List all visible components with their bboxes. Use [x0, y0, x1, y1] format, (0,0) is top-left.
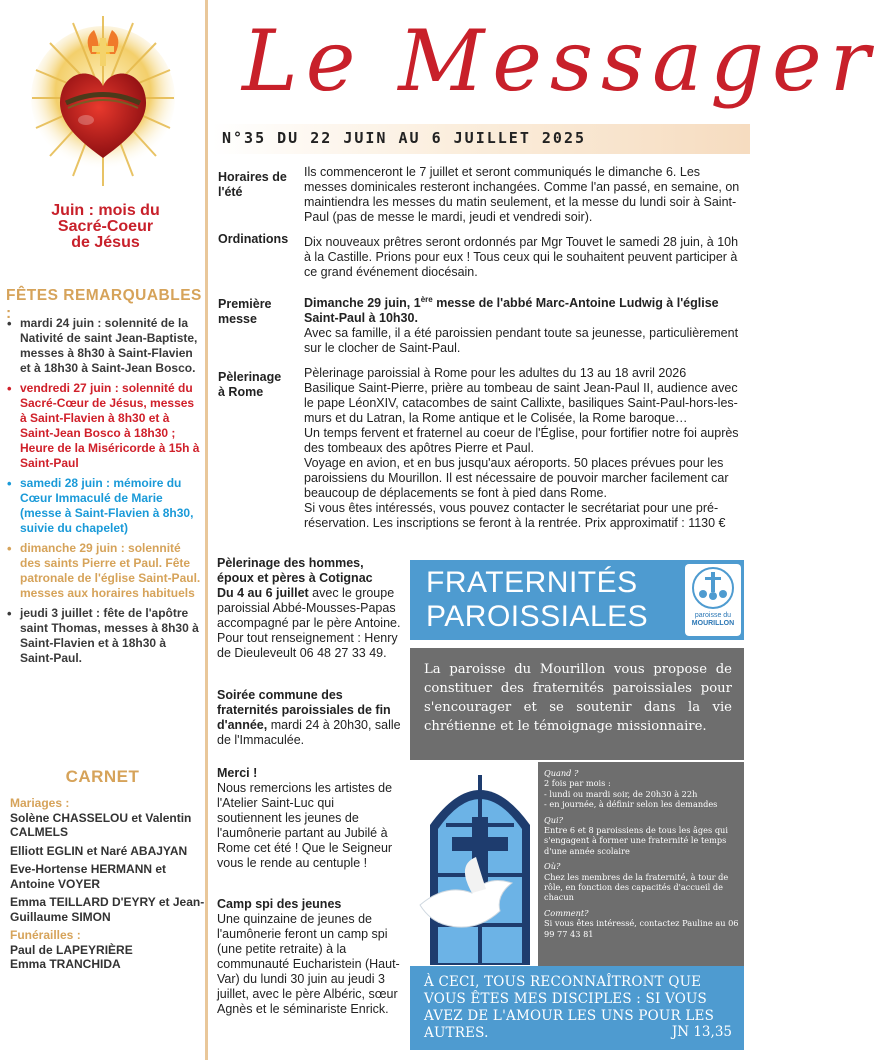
fete-item-3-juillet: • jeudi 3 juillet : fête de l'apôtre saint Thomas, messes à 8h30 à Saint-Flavien et à 18h30 à Saint-Paul. [4, 606, 202, 666]
carnet-list [10, 796, 205, 972]
issue-number: N°35 DU 22 JUIN AU 6 JUILLET 2025 [222, 129, 587, 147]
mariage-entry: Elliott EGLIN et Naré ABAJYAN [10, 843, 188, 858]
merci-block [217, 766, 402, 871]
qa-answer: - lundi ou mardi soir, de 20h30 à 22h [544, 788, 698, 799]
qa-question: Qui? [544, 814, 563, 825]
fraternites-intro: La paroisse du Mourillon vous propose de constituer des fraternités paroissiales pour s'encourager et se soutenir dans la vie chrétienne et le témoignage missionnaire. [424, 662, 732, 734]
paroisse-logo-icon [685, 564, 741, 612]
premiere-messe-label: Première messe [218, 297, 272, 326]
sacred-heart-image [28, 8, 178, 193]
mariage-entry: Solène CHASSELOU et Valentin CALMELS [10, 810, 192, 839]
merci-title: Merci ! [217, 766, 258, 780]
fete-item-24-juin: • mardi 24 juin : solennité de la Nativité de saint Jean-Baptiste, messes à 8h30 à Saint-Flavien et à 18h30 à Saint-Jean Bosco. [4, 316, 202, 376]
fraternites-title: FRATERNITÉS PAROISSIALES [426, 566, 649, 633]
premiere-messe-body [304, 292, 744, 356]
cotignac-block [217, 556, 402, 661]
issue-bar [212, 124, 750, 154]
pelerinage-paragraph: Voyage en avion, et en bus jusqu'aux aéroports. 50 places prévues pour les paroissiens du Mourillon. Il est nécessaire de pouvoir marcher facilement car beaucoup de déplacements se font à pied dans Rome. [304, 456, 729, 500]
column-divider [205, 0, 208, 1060]
cotignac-text: Du 4 au 6 juillet avec le groupe paroissial Abbé-Mousses-Papas accompagné par le père Antoine. Pour tout renseignement : Henry de Dieuleveult 06 48 27 33 49. [217, 586, 401, 660]
qa-question: Quand ? [544, 768, 579, 778]
fete-item-29-juin: • dimanche 29 juin : solennité des saints Pierre et Paul. Fête patronale de l'église Saint-Paul. messes aux horaires habituels [4, 541, 202, 601]
camp-text: Une quinzaine de jeunes de l'aumônerie feront un camp spi (une petite retraite) à la communauté Eucharistein (Haut-Var) du lundi 30 juin au jeudi 3 juillet, avec le père Albéric, sœur Agnès et le séminariste Enrick. [217, 912, 400, 1016]
soiree-block [217, 688, 402, 748]
month-title: Juin : mois du Sacré-Coeur de Jésus [51, 202, 160, 251]
masthead [212, 2, 878, 122]
pelerinage-paragraph: Si vous êtes intéressés, vous pouvez contacter le secrétariat pour une pré-réservation. Les inscriptions se feront à la rentrée. Prix approximatif : 1130 € [304, 501, 726, 530]
cotignac-title: Pèlerinage des hommes, époux et pères à Cotignac [217, 556, 373, 585]
fraternites-banner [410, 560, 744, 640]
qa-answer: - en journée, à définir selon les demandes [544, 799, 718, 810]
pelerinage-rome-label: Pèlerinage à Rome [218, 370, 282, 399]
mariage-entry: Eve-Hortense HERMANN et Antoine VOYER [10, 862, 167, 891]
fraternites-intro-box [410, 648, 744, 760]
horaires-label: Horaires de l'été [218, 170, 287, 199]
funeraille-entry: Emma TRANCHIDA [10, 957, 121, 971]
ordinations-label: Ordinations [218, 232, 289, 246]
merci-text: Nous remercions les artistes de l'Atelier Saint-Luc qui soutiennent les jeunes de l'aumônerie partant au Jubilé à Rome cet été ! Que le Seigneur vous le rende au centuple ! [217, 781, 393, 870]
fetes-list [4, 316, 202, 671]
qa-answer: Chez les membres de la fraternité, à tour de rôle, en fonction des capacités d'accueil de chacun [544, 871, 729, 903]
mariages-label: Mariages : [10, 796, 70, 810]
qa-answer: 2 fois par mois : [544, 778, 611, 789]
stained-glass-dove-icon [416, 765, 544, 965]
qa-answer: Si vous êtes intéressé, contactez Pauline au 06 99 77 43 81 [544, 918, 739, 939]
fraternites-qa [538, 762, 744, 966]
qa-question: Où? [544, 861, 561, 872]
qa-question: Comment? [544, 907, 589, 918]
fete-item-28-juin: • samedi 28 juin : mémoire du Cœur Immaculé de Marie (messe à Saint-Flavien à 8h30, suivie du chapelet) [4, 476, 202, 536]
carnet-heading: CARNET [65, 767, 140, 786]
masthead-title: Le Messager [242, 12, 878, 110]
fetes-heading: FÊTES REMARQUABLES : [6, 287, 202, 322]
paroisse-logo [685, 564, 741, 636]
horaires-text: Ils commenceront le 7 juillet et seront communiqués le dimanche 6. Les messes dominicales resteront inchangées. Comme l'an passé, en semaine, on maintiendra les messes du matin seulement, et la messe du lundi soir à Saint-Paul (pas de messe le mardi, jeudi et vendredi soir). [304, 165, 740, 224]
qa-answer: Entre 6 et 8 paroissiens de tous les âges qui s'engagent à former une fraternité le temps d'une année scolaire [544, 825, 728, 856]
premiere-messe-text: Avec sa famille, il a été paroissien pendant toute sa jeunesse, particulièrement sur le clocher de Saint-Paul. [304, 326, 739, 356]
pelerinage-paragraph: Un temps fervent et fraternel au coeur de l'Église, pour fortifier notre foi auprès des tombeaux des apôtres Pierre et Paul. [304, 426, 739, 455]
funerailles-label: Funérailles : [10, 928, 81, 942]
funeraille-entry: Paul de LAPEYRIÈRE [10, 942, 133, 957]
scripture-quote-box [410, 966, 744, 1050]
mariage-entry: Emma TEILLARD D'EYRY et Jean-Guillaume SIMON [10, 895, 205, 924]
camp-block [217, 897, 402, 1017]
left-sidebar [0, 0, 205, 1060]
fete-item-27-juin: • vendredi 27 juin : solennité du Sacré-Cœur de Jésus, messes à Saint-Flavien à 8h30 et à Saint-Jean Bosco à 18h30 ; Heure de la Miséricorde à 15h à Saint-Paul [4, 381, 202, 471]
scripture-quote: À CECI, TOUS RECONNAÎTRONT QUE VOUS ÊTES MES DISCIPLES : SI VOUS AVEZ DE L'AMOUR LES UNS POUR LES AUTRES. [424, 974, 715, 1041]
paroisse-logo-caption: paroisse du MOURILLON [691, 612, 735, 627]
pelerinage-rome-body [304, 366, 744, 531]
pelerinage-paragraph: Basilique Saint-Pierre, prière au tombeau de saint Jean-Paul II, audience avec le pape LéonXIV, catacombes de saint Callixte, basiliques Saint-Paul-hors-les-murs et du Latran, la Rome antique et le Colisée, la Rome baroque… [304, 381, 738, 425]
scripture-reference: JN 13,35 [671, 1024, 732, 1040]
ordinations-text: Dix nouveaux prêtres seront ordonnés par Mgr Touvet le samedi 28 juin, à 10h à la Castille. Prions pour eux ! Tous ceux qui le souhaitent peuvent participer à ce grand événement diocésain. [304, 235, 739, 279]
soiree-text: Soirée commune des fraternités paroissiales de fin d'année, mardi 24 à 20h30, salle de l'Immaculée. [217, 688, 401, 747]
camp-title: Camp spi des jeunes [217, 897, 342, 911]
pelerinage-paragraph: Pèlerinage paroissial à Rome pour les adultes du 13 au 18 avril 2026 [304, 366, 687, 380]
premiere-messe-highlight: Dimanche 29 juin, 1ère messe de l'abbé Marc-Antoine Ludwig à l'église Saint-Paul à 10h30. [304, 295, 719, 326]
